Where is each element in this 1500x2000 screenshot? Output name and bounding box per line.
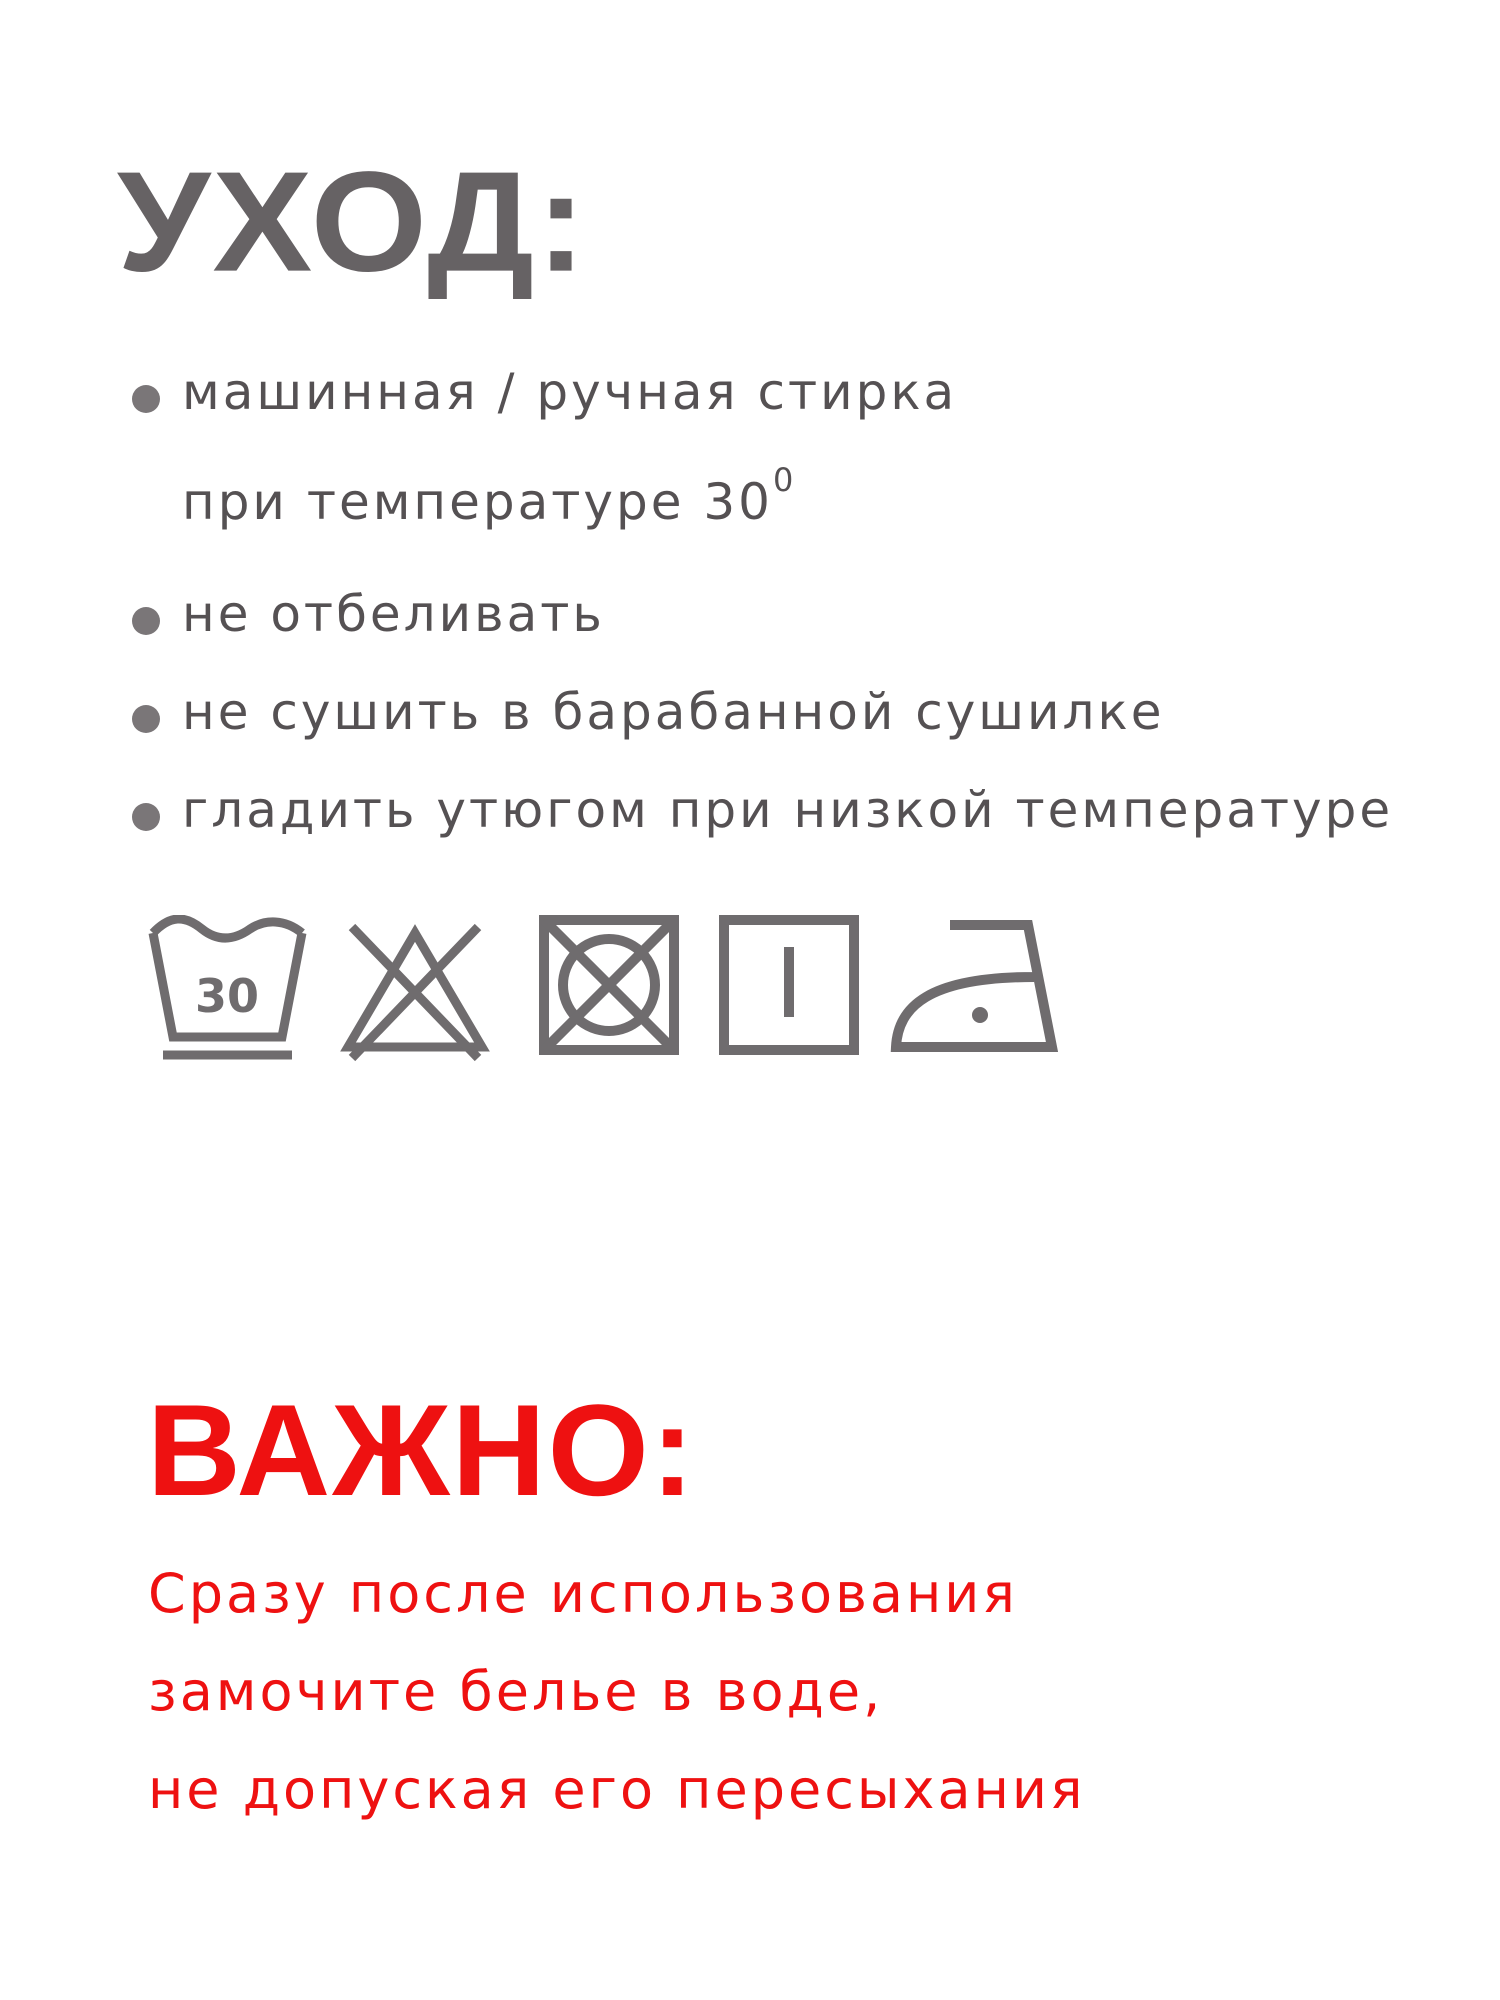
bullet-icon <box>132 705 160 733</box>
bullet-icon <box>132 607 160 635</box>
care-item-no-bleach <box>132 570 1393 658</box>
iron-low-icon <box>890 915 1065 1055</box>
care-item-text: не отбеливать <box>182 585 605 643</box>
bullet-icon <box>132 803 160 831</box>
care-item-no-tumble-dry <box>132 668 1393 756</box>
care-item-text: гладить утюгом при низкой температуре <box>182 781 1394 839</box>
do-not-tumble-dry-icon <box>539 915 679 1055</box>
care-instructions-list <box>132 348 1393 854</box>
important-line: Сразу после использования <box>148 1562 1018 1625</box>
care-title: УХОД: <box>117 141 588 302</box>
care-item-text-continued <box>182 436 1393 546</box>
wash-temperature-label: 30 <box>194 969 260 1023</box>
bullet-icon <box>132 385 160 413</box>
important-line: не допуская его пересыхания <box>148 1758 1086 1821</box>
care-item-washing <box>132 348 1393 546</box>
care-item-ironing <box>132 766 1393 854</box>
wash-30-icon <box>145 915 310 1065</box>
degree-superscript: 0 <box>773 461 794 499</box>
care-item-text: машинная / ручная стирка <box>182 363 958 421</box>
line-dry-icon <box>719 915 859 1055</box>
temperature-text: при температуре 30 <box>182 473 773 531</box>
important-note <box>148 1545 1085 1839</box>
important-line: замочите белье в воде, <box>148 1660 884 1723</box>
care-item-text: не сушить в барабанной сушилке <box>182 683 1165 741</box>
do-not-bleach-icon <box>340 915 490 1065</box>
important-title: ВАЖНО: <box>147 1377 697 1523</box>
